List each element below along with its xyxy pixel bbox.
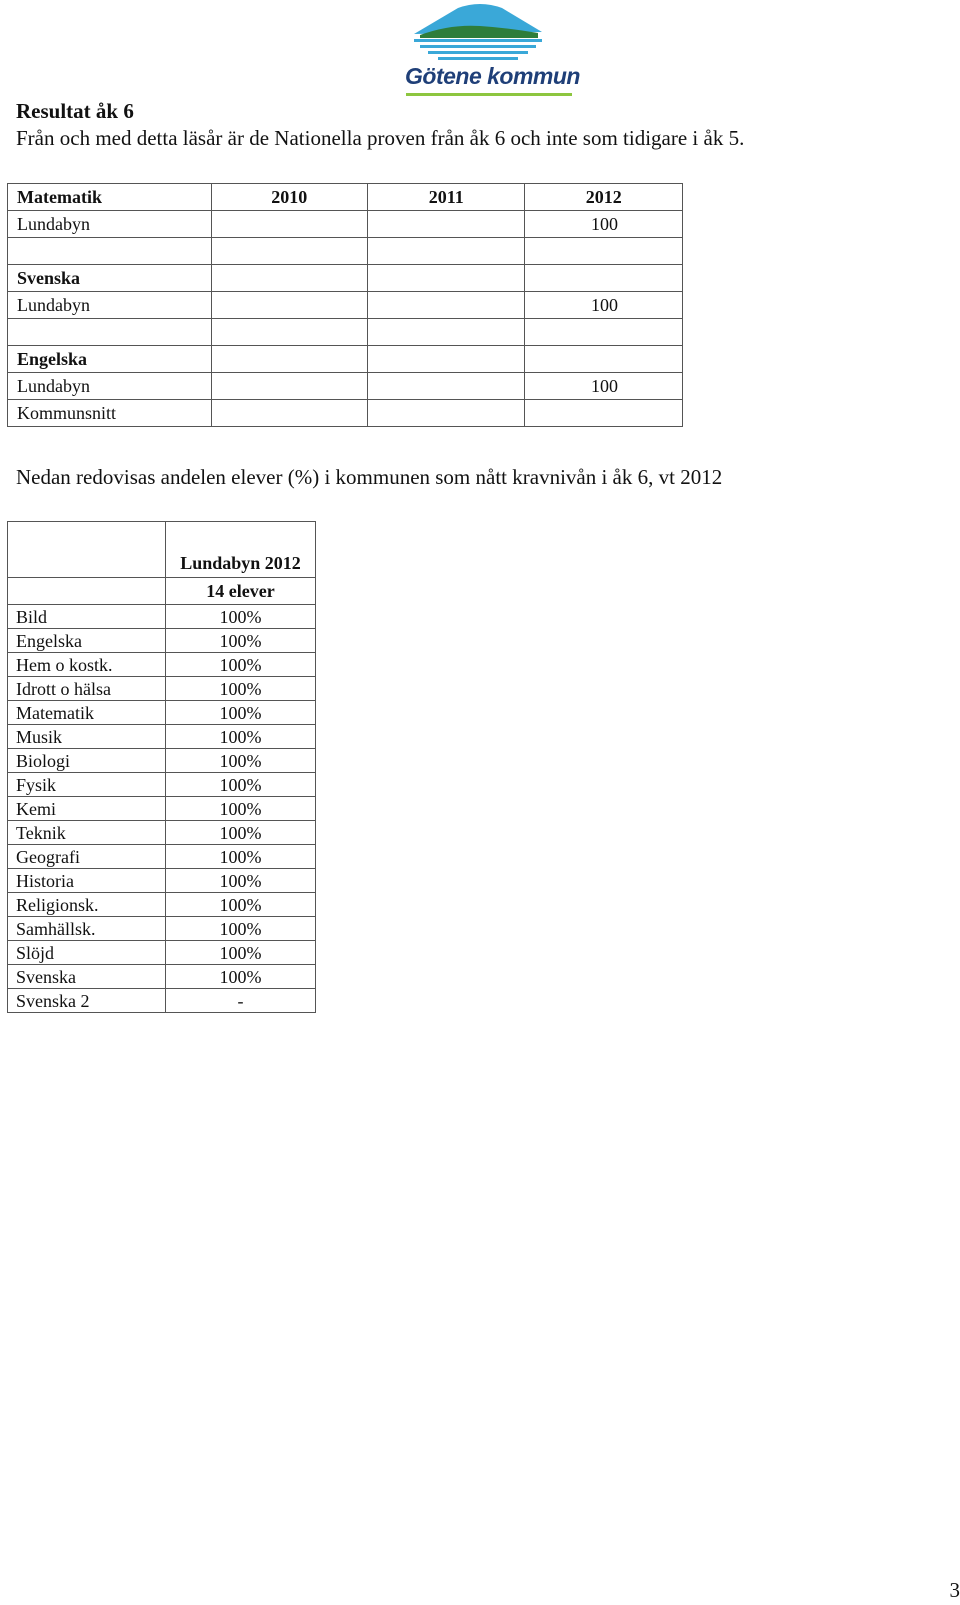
table-row bbox=[8, 965, 316, 989]
subject-value: 100% bbox=[166, 749, 316, 773]
subject-label: Bild bbox=[8, 605, 166, 629]
section-label: Svenska bbox=[8, 265, 212, 292]
subject-label: Fysik bbox=[8, 773, 166, 797]
subject-value: 100% bbox=[166, 797, 316, 821]
subject-value: 100% bbox=[166, 941, 316, 965]
header-students: 14 elever bbox=[166, 578, 316, 605]
subject-value: 100% bbox=[166, 605, 316, 629]
logo-underline bbox=[406, 93, 572, 96]
subject-label: Svenska bbox=[8, 965, 166, 989]
results-table-header bbox=[8, 184, 683, 211]
row-label bbox=[8, 319, 212, 346]
header-empty bbox=[8, 578, 166, 605]
cell-2012 bbox=[525, 346, 683, 373]
cell-2012 bbox=[525, 319, 683, 346]
subject-label: Geografi bbox=[8, 845, 166, 869]
logo-emblem-icon bbox=[400, 2, 580, 64]
subject-value: 100% bbox=[166, 869, 316, 893]
subject-value: 100% bbox=[166, 821, 316, 845]
subject-label: Religionsk. bbox=[8, 893, 166, 917]
cell-2010 bbox=[211, 211, 367, 238]
cell-2012 bbox=[525, 238, 683, 265]
table-row bbox=[8, 773, 316, 797]
subject-value: 100% bbox=[166, 917, 316, 941]
cell-2011 bbox=[367, 400, 525, 427]
header-year-2012: 2012 bbox=[525, 184, 683, 211]
header-school: Lundabyn 2012 bbox=[166, 522, 316, 578]
cell-2012 bbox=[525, 265, 683, 292]
table-row bbox=[8, 319, 683, 346]
subject-label: Slöjd bbox=[8, 941, 166, 965]
subject-value: 100% bbox=[166, 965, 316, 989]
row-label: Kommunsnitt bbox=[8, 400, 212, 427]
header-year-2011: 2011 bbox=[367, 184, 525, 211]
table-row bbox=[8, 893, 316, 917]
cell-2010 bbox=[211, 346, 367, 373]
row-label bbox=[8, 238, 212, 265]
subject-value: 100% bbox=[166, 845, 316, 869]
cell-2012 bbox=[525, 400, 683, 427]
cell-2012: 100 bbox=[525, 373, 683, 400]
table-row bbox=[8, 869, 316, 893]
table-row bbox=[8, 265, 683, 292]
page-heading: Resultat åk 6 bbox=[16, 99, 134, 123]
subject-label: Samhällsk. bbox=[8, 917, 166, 941]
subject-value: 100% bbox=[166, 677, 316, 701]
table-row bbox=[8, 677, 316, 701]
subject-label: Musik bbox=[8, 725, 166, 749]
subject-label: Biologi bbox=[8, 749, 166, 773]
cell-2011 bbox=[367, 346, 525, 373]
table-row bbox=[8, 653, 316, 677]
subject-label: Historia bbox=[8, 869, 166, 893]
results-table bbox=[7, 183, 683, 427]
cell-2011 bbox=[367, 292, 525, 319]
cell-2010 bbox=[211, 265, 367, 292]
table-row bbox=[8, 797, 316, 821]
table-row bbox=[8, 211, 683, 238]
header-subject: Matematik bbox=[8, 184, 212, 211]
subject-value: - bbox=[166, 989, 316, 1013]
page-number: 3 bbox=[949, 1578, 960, 1602]
subject-label: Kemi bbox=[8, 797, 166, 821]
gotene-kommun-logo bbox=[400, 2, 580, 98]
table-caption: Nedan redovisas andelen elever (%) i kommunen som nått kravnivån i åk 6, vt 2012 bbox=[16, 465, 723, 489]
cell-2012: 100 bbox=[525, 211, 683, 238]
cell-2010 bbox=[211, 292, 367, 319]
cell-2011 bbox=[367, 319, 525, 346]
table-row bbox=[8, 238, 683, 265]
table-row bbox=[8, 292, 683, 319]
subject-label: Svenska 2 bbox=[8, 989, 166, 1013]
table-row bbox=[8, 373, 683, 400]
table-row bbox=[8, 989, 316, 1013]
subject-label: Matematik bbox=[8, 701, 166, 725]
cell-2010 bbox=[211, 400, 367, 427]
cell-2011 bbox=[367, 265, 525, 292]
table-row bbox=[8, 400, 683, 427]
subject-value: 100% bbox=[166, 701, 316, 725]
subject-value: 100% bbox=[166, 653, 316, 677]
cell-2010 bbox=[211, 319, 367, 346]
subject-label: Teknik bbox=[8, 821, 166, 845]
cell-2012: 100 bbox=[525, 292, 683, 319]
cell-2010 bbox=[211, 373, 367, 400]
table-row bbox=[8, 749, 316, 773]
cell-2010 bbox=[211, 238, 367, 265]
subject-value: 100% bbox=[166, 893, 316, 917]
cell-2011 bbox=[367, 238, 525, 265]
section-label: Engelska bbox=[8, 346, 212, 373]
table-row bbox=[8, 629, 316, 653]
subject-value: 100% bbox=[166, 725, 316, 749]
header-year-2010: 2010 bbox=[211, 184, 367, 211]
subject-table-header bbox=[8, 522, 316, 578]
subject-table-subheader bbox=[8, 578, 316, 605]
table-row bbox=[8, 605, 316, 629]
table-row bbox=[8, 725, 316, 749]
table-row bbox=[8, 941, 316, 965]
subject-label: Hem o kostk. bbox=[8, 653, 166, 677]
subject-value: 100% bbox=[166, 773, 316, 797]
header-empty bbox=[8, 522, 166, 578]
subject-table bbox=[7, 521, 316, 1013]
subject-label: Idrott o hälsa bbox=[8, 677, 166, 701]
intro-text: Från och med detta läsår är de Nationella proven från åk 6 och inte som tidigare i åk 5. bbox=[16, 126, 745, 150]
table-row bbox=[8, 917, 316, 941]
table-row bbox=[8, 701, 316, 725]
row-label: Lundabyn bbox=[8, 211, 212, 238]
row-label: Lundabyn bbox=[8, 373, 212, 400]
logo-wordmark: Götene kommun bbox=[405, 63, 580, 89]
cell-2011 bbox=[367, 373, 525, 400]
table-row bbox=[8, 346, 683, 373]
subject-value: 100% bbox=[166, 629, 316, 653]
subject-label: Engelska bbox=[8, 629, 166, 653]
cell-2011 bbox=[367, 211, 525, 238]
table-row bbox=[8, 821, 316, 845]
table-row bbox=[8, 845, 316, 869]
row-label: Lundabyn bbox=[8, 292, 212, 319]
